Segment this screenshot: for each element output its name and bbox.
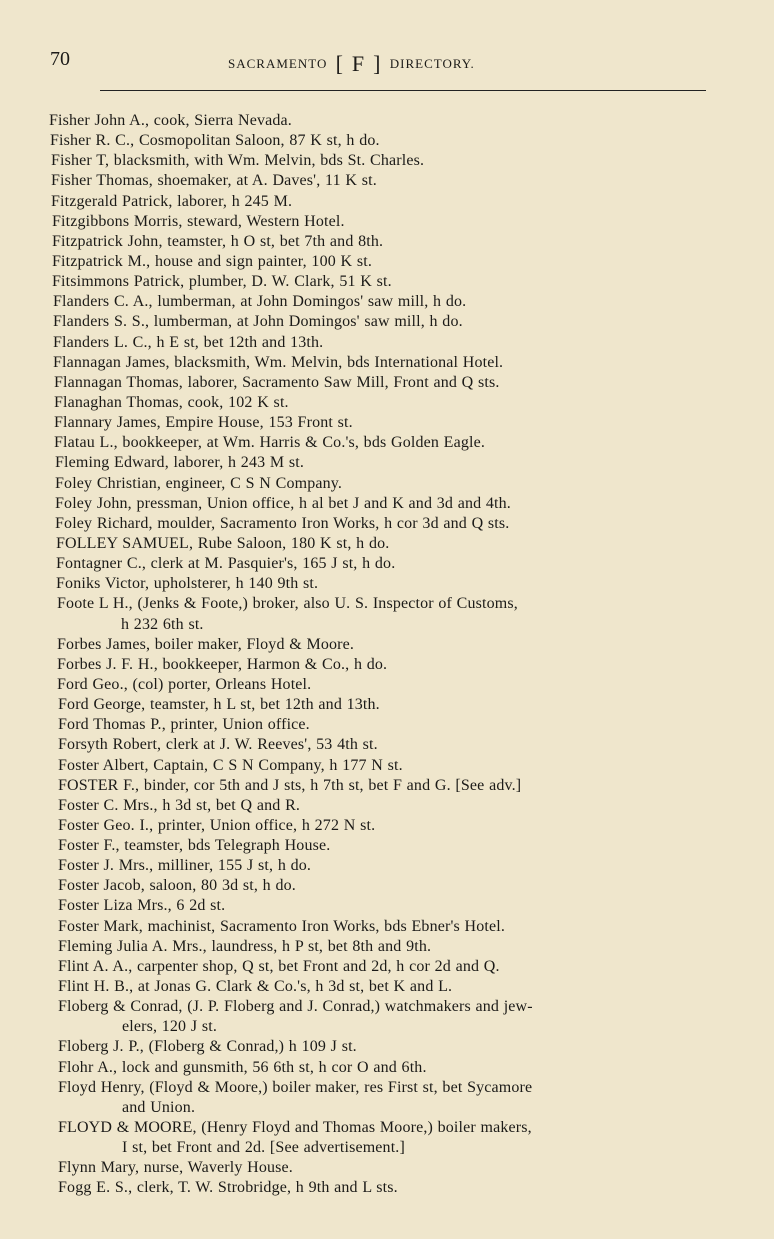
directory-entry [0, 594, 774, 634]
entry-text: Ford Thomas P., printer, Union office. [58, 716, 310, 734]
entry-text: Fitzpatrick John, teamster, h O st, bet 7th and 8th. [52, 232, 384, 250]
entry-text: Flohr A., lock and gunsmith, 56 6th st, h cor O and 6th. [58, 1058, 427, 1076]
directory-entry [0, 353, 774, 373]
directory-entry [0, 896, 774, 916]
entry-text: Forbes J. F. H., bookkeeper, Harmon & Co., h do. [57, 655, 388, 673]
entry-text: Foster F., teamster, bds Telegraph House. [58, 837, 331, 855]
directory-entry [0, 393, 774, 413]
directory-entry [0, 333, 774, 353]
entry-text: FLOYD & MOORE, (Henry Floyd and Thomas Moore,) boiler makers, [58, 1119, 532, 1137]
entry-text: Fitzgerald Patrick, laborer, h 245 M. [51, 192, 293, 210]
directory-entry [0, 756, 774, 776]
entry-text: Flanders L. C., h E st, bet 12th and 13th. [53, 333, 324, 351]
directory-entry [0, 433, 774, 453]
running-head-bracket-open: [ [335, 51, 344, 76]
directory-entry [0, 212, 774, 232]
entry-text: Flannagan Thomas, laborer, Sacramento Saw Mill, Front and Q sts. [54, 373, 500, 391]
entry-text: Foster Geo. I., printer, Union office, h 272 N st. [58, 816, 376, 834]
directory-entry [0, 776, 774, 796]
directory-entry [0, 695, 774, 715]
directory-entry [0, 131, 774, 151]
directory-entry [0, 1178, 774, 1198]
directory-entry [0, 111, 774, 131]
directory-entry [0, 554, 774, 574]
directory-entry [0, 1058, 774, 1078]
entry-text: Flatau L., bookkeeper, at Wm. Harris & Co.'s, bds Golden Eagle. [54, 434, 485, 452]
directory-entry [0, 715, 774, 735]
entry-text: Fitzpatrick M., house and sign painter, 100 K st. [52, 252, 372, 270]
entry-text: Fitsimmons Patrick, plumber, D. W. Clark, 51 K st. [52, 273, 392, 291]
directory-entry [0, 1078, 774, 1118]
directory-entry [0, 735, 774, 755]
entry-text: Foster J. Mrs., milliner, 155 J st, h do. [58, 857, 312, 875]
entry-text: Fisher John A., cook, Sierra Nevada. [49, 112, 292, 129]
entry-text: Flannary James, Empire House, 153 Front st. [54, 414, 353, 432]
directory-entry [0, 876, 774, 896]
directory-entry [0, 474, 774, 494]
entry-text: Fogg E. S., clerk, T. W. Strobridge, h 9th and L sts. [58, 1179, 398, 1197]
entry-text: Foster Liza Mrs., 6 2d st. [58, 897, 226, 915]
directory-entry [0, 937, 774, 957]
entry-text: Floberg J. P., (Floberg & Conrad,) h 109 J st. [58, 1038, 357, 1056]
entry-continuation: elers, 120 J st. [122, 1018, 218, 1036]
entry-text: Floyd Henry, (Floyd & Moore,) boiler maker, res First st, bet Sycamore [58, 1078, 533, 1096]
directory-entry [0, 272, 774, 292]
entry-text: FOSTER F., binder, cor 5th and J sts, h 7th st, bet F and G. [See adv.] [58, 776, 522, 794]
entry-text: Foote L H., (Jenks & Foote,) broker, also U. S. Inspector of Customs, [57, 595, 518, 613]
entry-text: Foster C. Mrs., h 3d st, bet Q and R. [58, 796, 301, 814]
entry-text: Foster Albert, Captain, C S N Company, h 177 N st. [58, 756, 403, 774]
directory-entry [0, 312, 774, 332]
directory-entry [0, 977, 774, 997]
directory-entry [0, 1037, 774, 1057]
entry-text: Forbes James, boiler maker, Floyd & Moore. [57, 635, 355, 653]
directory-entry [0, 171, 774, 191]
directory-entry [0, 957, 774, 977]
entry-text: Fisher Thomas, shoemaker, at A. Daves', 11 K st. [51, 172, 377, 190]
entry-text: Floberg & Conrad, (J. P. Floberg and J. Conrad,) watchmakers and jew- [58, 998, 533, 1016]
entry-text: Foster Mark, machinist, Sacramento Iron Works, bds Ebner's Hotel. [58, 917, 505, 935]
entry-text: Flanaghan Thomas, cook, 102 K st. [54, 393, 289, 411]
directory-entry [0, 453, 774, 473]
directory-entry [0, 252, 774, 272]
entry-text: Fisher R. C., Cosmopolitan Saloon, 87 K st, h do. [50, 132, 380, 150]
entry-continuation: h 232 6th st. [121, 615, 204, 633]
directory-entry [0, 574, 774, 594]
entry-continuation: and Union. [122, 1098, 196, 1116]
page-header [50, 48, 710, 74]
directory-entry [0, 635, 774, 655]
entry-text: Forsyth Robert, clerk at J. W. Reeves', 53 4th st. [58, 736, 378, 754]
entry-text: Foley Richard, moulder, Sacramento Iron Works, h cor 3d and Q sts. [55, 514, 510, 532]
entry-text: Flanders S. S., lumberman, at John Domingos' saw mill, h do. [53, 313, 463, 331]
running-head-bracket-close: ] [373, 51, 382, 76]
directory-entry [0, 413, 774, 433]
entry-continuation: I st, bet Front and 2d. [See advertisement.] [122, 1139, 405, 1157]
entry-text: Flint H. B., at Jonas G. Clark & Co.'s, h 3d st, bet K and L. [58, 978, 453, 996]
directory-entry [0, 997, 774, 1037]
entry-text: Foniks Victor, upholsterer, h 140 9th st. [56, 575, 319, 593]
running-head [228, 51, 475, 77]
directory-entry [0, 816, 774, 836]
entry-text: Fleming Julia A. Mrs., laundress, h P st, bet 8th and 9th. [58, 937, 432, 955]
directory-entry [0, 292, 774, 312]
directory-entry [0, 1158, 774, 1178]
directory-entry [0, 675, 774, 695]
directory-entry [0, 514, 774, 534]
directory-entry [0, 373, 774, 393]
entry-text: Foley Christian, engineer, C S N Company. [55, 474, 343, 492]
entry-text: Ford Geo., (col) porter, Orleans Hotel. [57, 675, 312, 693]
entry-text: FOLLEY SAMUEL, Rube Saloon, 180 K st, h do. [56, 534, 390, 552]
directory-entry [0, 655, 774, 675]
directory-entry [0, 856, 774, 876]
entry-text: Fontagner C., clerk at M. Pasquier's, 165 J st, h do. [56, 555, 396, 573]
entry-text: Fleming Edward, laborer, h 243 M st. [55, 454, 305, 472]
entry-text: Flynn Mary, nurse, Waverly House. [58, 1159, 293, 1177]
running-head-title-left: SACRAMENTO [228, 56, 328, 71]
entry-text: Fitzgibbons Morris, steward, Western Hotel. [52, 212, 345, 230]
directory-entry [0, 192, 774, 212]
directory-entry [0, 494, 774, 514]
entry-text: Flanders C. A., lumberman, at John Domingos' saw mill, h do. [53, 293, 467, 311]
running-head-title-right: DIRECTORY. [389, 56, 475, 71]
directory-entry [0, 917, 774, 937]
entry-text: Fisher T, blacksmith, with Wm. Melvin, bds St. Charles. [51, 152, 425, 170]
directory-entry [0, 1118, 774, 1158]
entry-text: Flannagan James, blacksmith, Wm. Melvin, bds International Hotel. [53, 353, 504, 371]
directory-entry [0, 534, 774, 554]
entry-text: Foley John, pressman, Union office, h al bet J and K and 3d and 4th. [55, 494, 511, 512]
header-rule [100, 90, 706, 91]
entry-text: Foster Jacob, saloon, 80 3d st, h do. [58, 877, 296, 895]
directory-entry [0, 836, 774, 856]
directory-entries [0, 111, 774, 1199]
directory-entry [0, 232, 774, 252]
page-number: 70 [50, 48, 70, 70]
entry-text: Ford George, teamster, h L st, bet 12th and 13th. [58, 696, 380, 714]
directory-entry [0, 151, 774, 171]
directory-entry [0, 796, 774, 816]
running-head-letter: F [351, 51, 366, 76]
entry-text: Flint A. A., carpenter shop, Q st, bet Front and 2d, h cor 2d and Q. [58, 957, 500, 975]
